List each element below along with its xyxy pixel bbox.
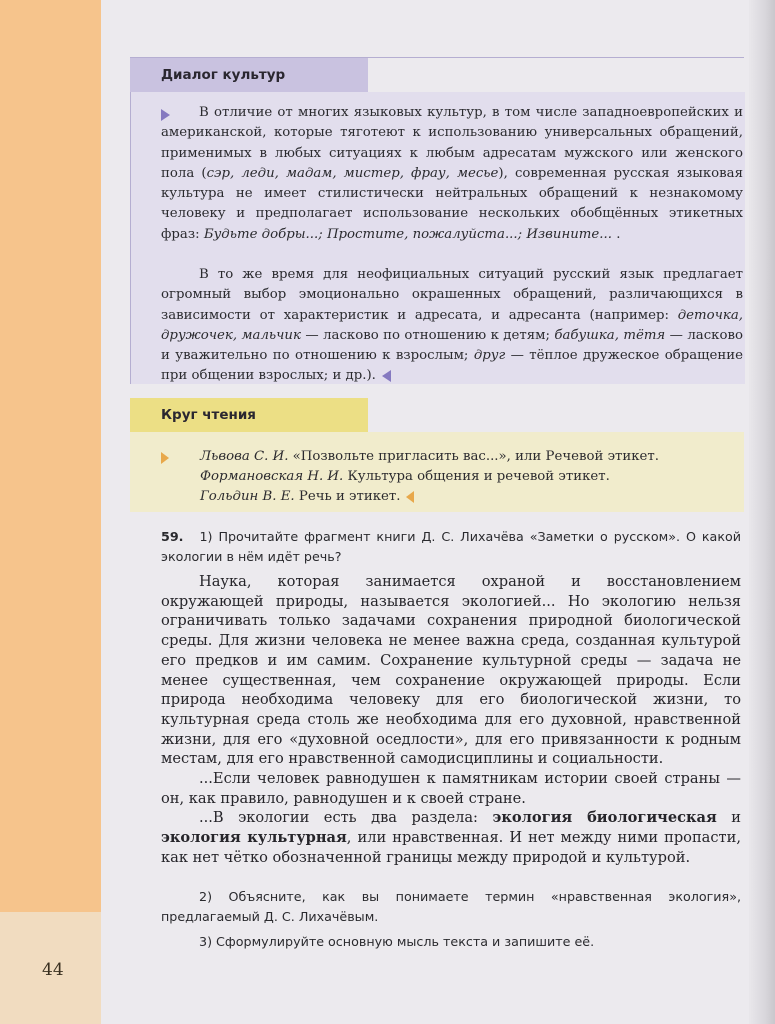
- reading-end-marker-icon: [406, 491, 414, 503]
- exercise-task-2: 2) Объясните, как вы понимаете термин «нравственная экология», предлагаемый Д. С. Лихачёвым.: [161, 889, 741, 924]
- dialog-section-title: Диалог культур: [130, 58, 368, 92]
- dialog-paragraph-1: В отличие от многих языковых культур, в том числе западноевропейских и американской, которые тяготеют к использованию универсальных обращений, применимых в любых ситуациях к любым адресатам мужского или женского пола (сэр, леди, мадам, мистер, фрау, месье), современная русская языковая культура не имеет стилистически нейтральных обращений к незнакомому человеку и предполагает использование нескольких обобщённых этикетных фраз: Будьте добры...; Простите, пожалуйста...; Извините... .: [161, 105, 743, 242]
- exercise-task-1: 59. 1) Прочитайте фрагмент книги Д. С. Лихачёва «Заметки о русском». О какой экологии в нём идёт речь?: [161, 529, 741, 564]
- reading-list-item: Львова С. И. «Позвольте пригласить вас...», или Речевой этикет.: [200, 449, 660, 464]
- reading-list-item: Формановская Н. И. Культура общения и речевой этикет.: [200, 469, 610, 484]
- exercise-task-3: 3) Сформулируйте основную мысль текста и запишите её.: [199, 934, 595, 949]
- exercise-text-paragraph-1: Наука, которая занимается охраной и восстановлением окружающей природы, называется экологией... Но экологию нельзя ограничивать только задачами сохранения природной биологической среды. Для жизни человека не менее важна среда, созданная культурой его предков и им самим. Сохранение культурной среды — задача не менее существенная, чем сохранение окружающей природы. Если природа необходима человеку для его биологической жизни, то культурная среда столь же необходима для его духовной, нравственной жизни, для его «духовной оседлости», для его привязанности к родным местам, для его нравственной самодисциплины и социальности.: [161, 573, 741, 768]
- reading-list-item: Гольдин В. Е. Речь и этикет.: [200, 487, 740, 507]
- page-number: 44: [42, 960, 64, 980]
- dialog-paragraph-2: В то же время для неофициальных ситуаций русский язык предлагает огромный выбор эмоционально окрашенных обращений, различающихся в зависимости от характеристик и адресата, и адресанта (например: деточка, дружочек, мальчик — ласково по отношению к детям; бабушка, тётя — ласково и уважительно по отношению к взрослым; друг — тёплое дружеское обращение при общении взрослых; и др.).: [161, 267, 743, 384]
- reading-section-title: Круг чтения: [130, 398, 368, 432]
- exercise-text-paragraph-3: ...В экологии есть два раздела: экология биологическая и экология культурная, или нравственная. И нет между ними пропасти, как нет чётко обозначенной границы между природой и культурой.: [161, 809, 742, 866]
- reading-start-marker-icon: [161, 452, 169, 464]
- book-spine-shadow: [749, 0, 775, 1024]
- exercise-text: [161, 572, 741, 868]
- reading-list: [200, 447, 740, 507]
- exercise-text-paragraph-2: ...Если человек равнодушен к памятникам истории своей страны — он, как правило, равнодушен и к своей стране.: [161, 770, 741, 807]
- section-end-marker-icon: [382, 370, 391, 382]
- page-margin-strip: [0, 0, 101, 1024]
